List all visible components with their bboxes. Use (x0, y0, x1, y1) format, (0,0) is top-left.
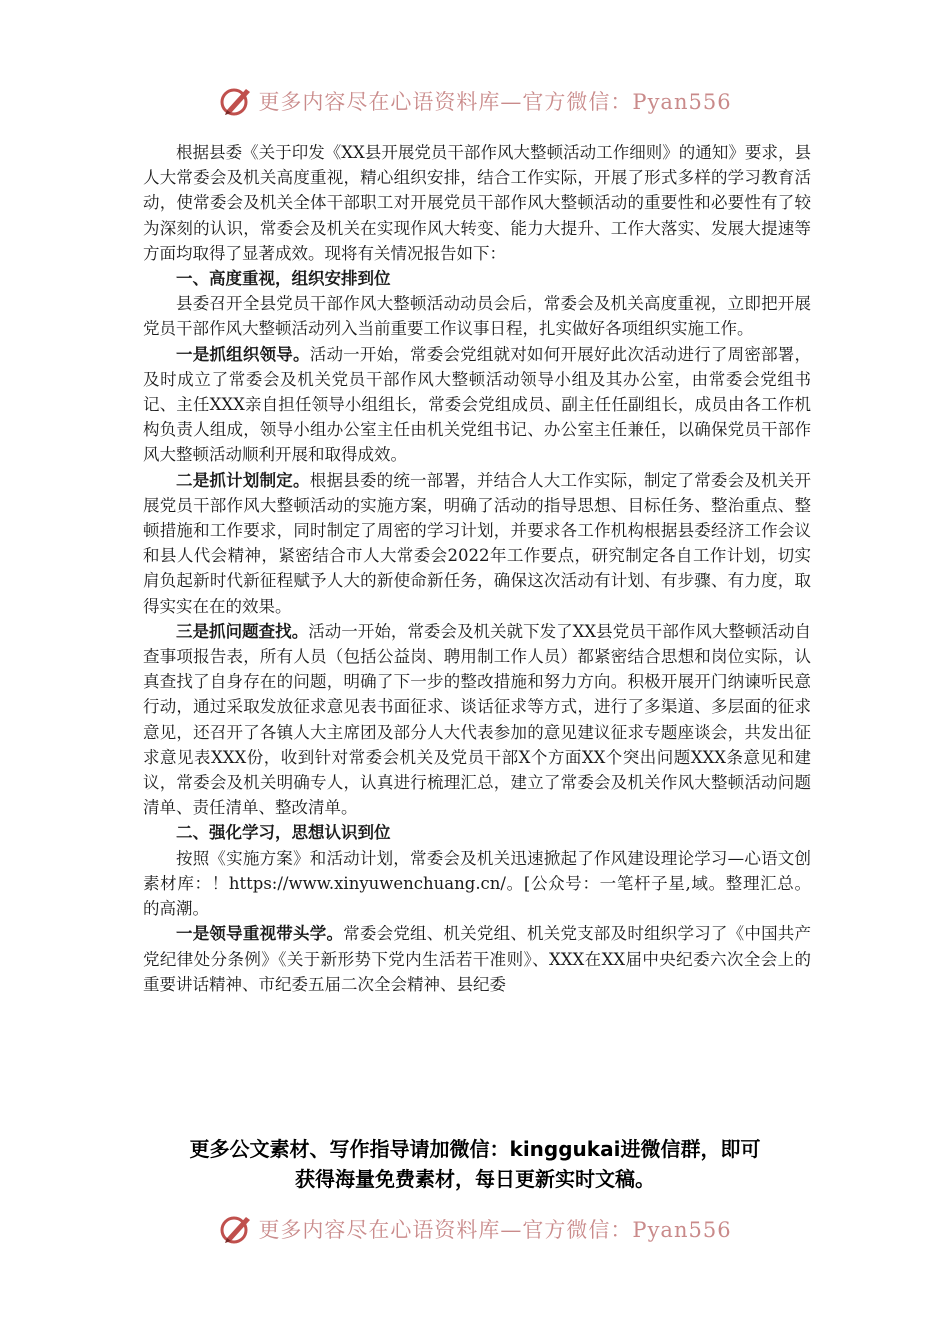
section1-point-3 (143, 619, 811, 821)
point-text: 活动一开始，常委会党组就对如何开展好此次活动进行了周密部署，及时成立了常委会及机关党员干部作风大整顿活动领导小组及其办公室，由常委会党组书记、主任XXX亲自担任领导小组组长，常委会党组成员、副主任任副组长，成员由各工作机构负责人组成，领导小组办公室主任由机关党组书记、办公室主任兼任，以确保党员干部作风大整顿活动顺利开展和取得成效。 (143, 344, 812, 465)
promo-notice (0, 1134, 950, 1194)
promo-line-2: 获得海量免费素材，每日更新实时文稿。 (295, 1167, 655, 1191)
intro-paragraph: 根据县委《关于印发《XX县开展党员干部作风大整顿活动工作细则》的通知》要求，县人大常委会及机关高度重视，精心组织安排，结合工作实际，开展了形式多样的学习教育活动，使常委会及机关全体干部职工对开展党员干部作风大整顿活动的重要性和必要性有了较为深刻的认识，常委会及机关在实现作风大转变、能力大提升、工作大落实、发展大提速等方面均取得了显著成效。现将有关情况报告如下： (143, 143, 811, 263)
point-text: 常委会党组、机关党组、机关党支部及时组织学习了《中国共产党纪律处分条例》《关于新形势下党内生活若干准则》、XXX在XX届中央纪委六次全会上的重要讲话精神、市纪委五届二次全会精神、县纪委 (143, 924, 812, 994)
section-heading-1: 一、高度重视，组织安排到位 (176, 269, 391, 289)
point-text: 活动一开始，常委会及机关就下发了XX县党员干部作风大整顿活动自查事项报告表，所有人员（包括公益岗、聘用制工作人员）都紧密结合思想和岗位实际，认真查找了自身存在的问题，明确了下一步的整改措施和努力方向。积极开展开门纳谏听民意行动，通过采取发放征求意见表书面征求、谈话征求等方式，进行了多渠道、多层面的征求意见，还召开了各镇人大主席团及部分人大代表参加的意见建议征求专题座谈会，共发出征求意见表XXX份，收到针对常委会机关及党员干部X个方面XX个突出问题XXX条意见和建议，常委会及机关明确专人，认真进行梳理汇总，建立了常委会及机关作风大整顿活动问题清单、责任清单、整改清单。 (143, 621, 811, 818)
pen-logo-icon (218, 83, 254, 119)
section-heading-2: 二、强化学习，思想认识到位 (176, 823, 391, 843)
section2-body: 按照《实施方案》和活动计划，常委会及机关迅速掀起了作风建设理论学习—心语文创素材库：！https://www.xinyuwenchuang.cn/。[公众号：一笔杆子星,域。整理汇总。的高潮。 (143, 848, 811, 919)
document-body (143, 140, 811, 997)
section1-body: 县委召开全县党员干部作风大整顿活动动员会后，常委会及机关高度重视，立即把开展党员干部作风大整顿活动列入当前重要工作议事日程，扎实做好各项组织实施工作。 (143, 294, 811, 339)
point-lead: 一是领导重视带头学。 (176, 924, 344, 944)
point-lead: 二是抓计划制定。 (176, 470, 310, 490)
pen-logo-icon (218, 1211, 254, 1247)
point-lead: 一是抓组织领导。 (176, 344, 310, 364)
section1-point-1 (143, 342, 811, 468)
watermark-text: 更多内容尽在心语资料库—官方微信：Pyan556 (258, 90, 732, 114)
section2-point-1 (143, 921, 811, 997)
watermark-text: 更多内容尽在心语资料库—官方微信：Pyan556 (258, 1218, 732, 1242)
point-lead: 三是抓问题查找。 (176, 621, 309, 641)
promo-line-1: 更多公文素材、写作指导请加微信：kinggukai进微信群，即可 (189, 1137, 761, 1161)
section1-point-2 (143, 468, 811, 619)
point-text: 根据县委的统一部署，并结合人大工作实际，制定了常委会及机关开展党员干部作风大整顿活动的实施方案，明确了活动的指导思想、目标任务、整治重点、整顿措施和工作要求，同时制定了周密的学习计划，并要求各工作机构根据县委经济工作会议和县人代会精神，紧密结合市人大常委会2022年工作要点，研究制定各自工作计划，切实肩负起新时代新征程赋予人大的新使命新任务，确保这次活动有计划、有步骤、有力度，取得实实在在的效果。 (143, 470, 812, 616)
header-watermark-banner (0, 78, 950, 124)
footer-watermark-banner (0, 1206, 950, 1252)
